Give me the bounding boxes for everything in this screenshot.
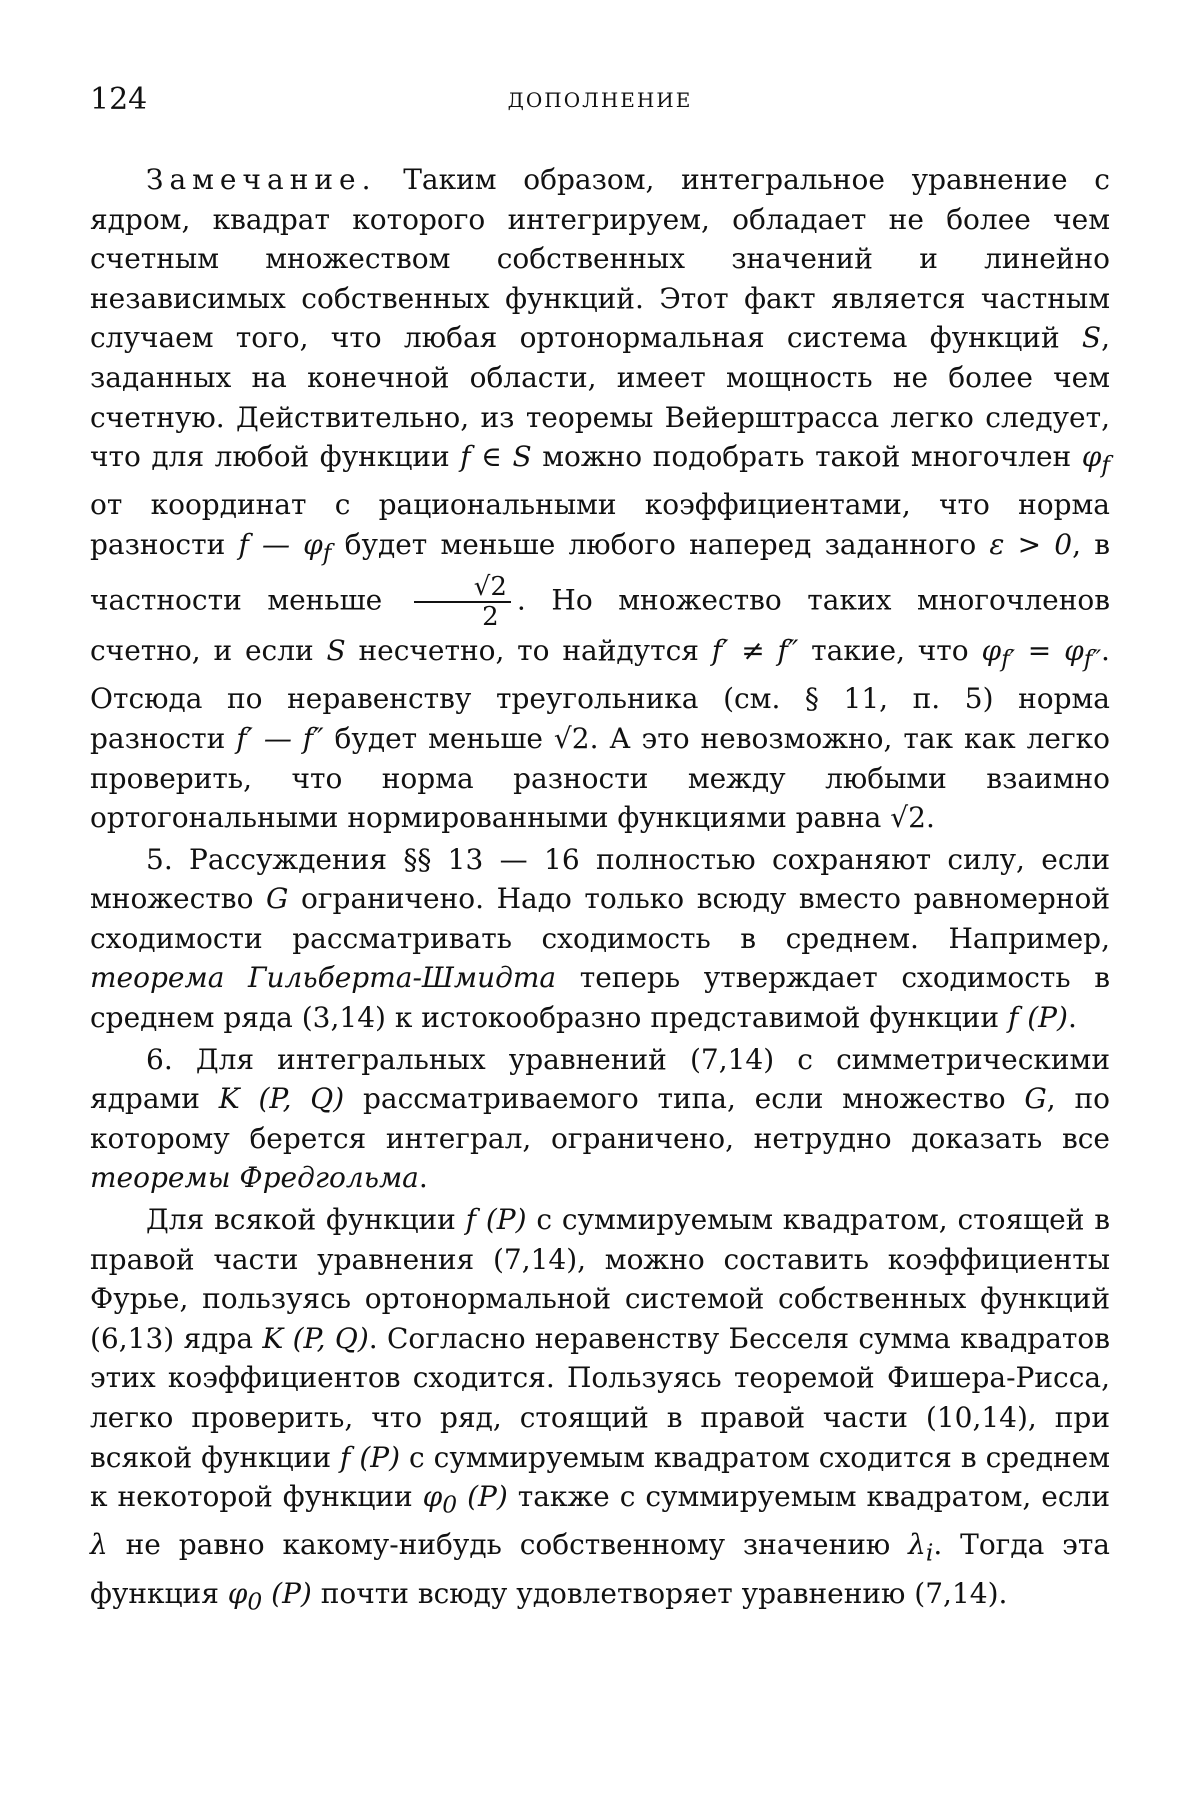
set-g: G (1024, 1082, 1047, 1116)
function-f: f (P) (339, 1440, 401, 1474)
remark-label: Замечание. (146, 163, 377, 196)
kernel: K (P, Q) (262, 1321, 369, 1355)
sqrt-two: √2 (890, 801, 926, 835)
epsilon-condition: ε > 0 (989, 527, 1073, 561)
paragraph-6: 6. Для интегральных уравнений (7,14) с симметрическими ядрами K (P, Q) рассматриваемого типа, если множество G, по которому берется интеграл, ограничено, нетрудно доказать все теоремы Фредгольма. (90, 1042, 1110, 1195)
phi-f: $\varphi_f$ (1081, 440, 1111, 479)
lambda: λ (90, 1528, 108, 1562)
phi-zero: $\varphi_0$ (P) (227, 1576, 312, 1616)
body-text (90, 160, 1110, 1622)
phi-zero: $\varphi_0$ (P) (422, 1480, 508, 1519)
set-symbol: S (326, 634, 346, 668)
paragraph-5: 5. Рассуждения §§ 13 — 16 полностью сохраняют силу, если множество G ограничено. Надо только всюду вместо равномерной сходимости рассматривать сходимость в среднем. Например, теорема Гильберта-Шмидта теперь утверждает сходимость в среднем ряда (3,14) к истокообразно представимой функции f (P). (90, 842, 1110, 1035)
f-in-s: f ∈ S (460, 440, 532, 474)
f-prime-not-equal: f′ ≠ f″ (711, 634, 799, 668)
f-prime-difference: f′ — f″ (236, 721, 324, 755)
page-number: 124 (90, 82, 148, 117)
lambda-i: $\lambda_i$ (908, 1528, 934, 1567)
function-f: f (P) (465, 1203, 527, 1237)
running-head: ДОПОЛНЕНИЕ (507, 88, 693, 112)
remark-paragraph: Замечание. Таким образом, интегральное уравнение с ядром, квадрат которого интегрируем, обладает не более чем счетным множеством собственных значений и линейно независимых собственных функций. Этот факт является частным случаем того, что любая ортонормальная система функций S, заданных на конечной области, имеет мощность не более чем счетную. Действительно, из теоремы Вейерштрасса легко следует, что для любой функции f ∈ S можно подобрать такой многочлен $\varphi_f$ от координат с рациональными коэффициентами, что норма разности f — $\varphi_f$ будет меньше любого наперед заданного ε > 0, в частности меньше $\frac{√2}{2}$ . Но множество таких многочленов счетно, и если S несчетно, то найдутся f′ ≠ f″ такие, что $\varphi_{f'} = \varphi_{f''}$. Отсюда по неравенству треугольника (см. § 11, п. 5) норма разности f′ — f″ будет меньше √2. А это невозможно, так как легко проверить, что норма разности между любыми взаимно ортогональными нормированными функциями равна √2. (90, 163, 1111, 835)
f-minus-phi: f — $\varphi_f$ (238, 527, 332, 567)
theorem-name: теоремы Фредгольма (90, 1161, 419, 1195)
paragraph-7: Для всякой функции f (P) с суммируемым квадратом, стоящей в правой части уравнения (7,14), можно составить коэффициенты Фурье, пользуясь ортонормальной системой собственных функций (6,13) ядра K (P, Q). Согласно неравенству Бесселя сумма квадратов этих коэффициентов сходится. Пользуясь теоремой Фишера-Рисса, легко проверить, что ряд, стоящий в правой части (10,14), при всякой функции f (P) с суммируемым квадратом сходится в среднем к некоторой функции $\varphi_0$ (P) также с суммируемым квадратом, если λ не равно какому-нибудь собственному значению $\lambda_i$. Тогда эта функция $\varphi_0$ (P) почти всюду удовлетворяет уравнению (7,14). (90, 1203, 1111, 1616)
fraction-sqrt2-over-2: $\frac{√2}{2}$ (414, 573, 511, 631)
set-g: G (266, 882, 289, 916)
set-symbol: S (1081, 321, 1102, 355)
function-f: f (P) (1007, 1001, 1068, 1035)
page-header (90, 82, 1110, 122)
kernel: K (P, Q) (218, 1082, 345, 1116)
theorem-name: теорема Гильберта-Шмидта (90, 961, 557, 995)
phi-equality: $\varphi_{f'} = \varphi_{f''}$ (981, 634, 1102, 673)
sqrt-two: √2 (553, 721, 590, 755)
